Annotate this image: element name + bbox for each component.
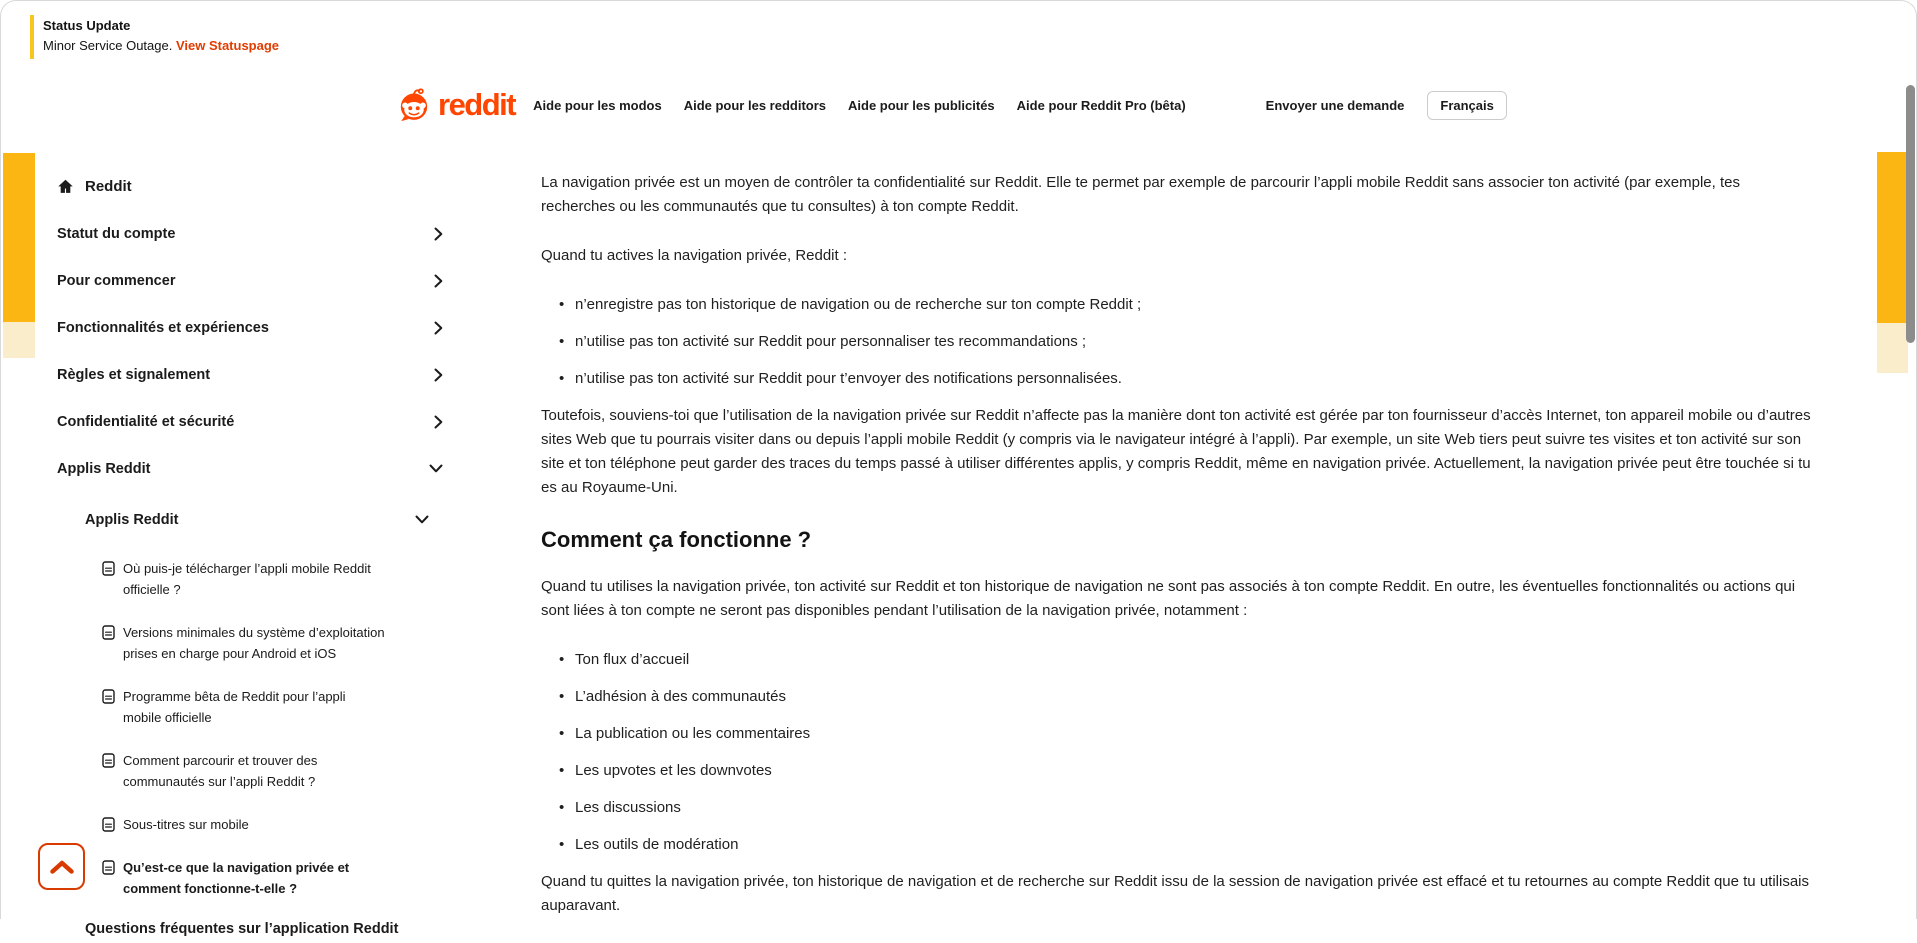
- left-accent-bar-light: [3, 322, 35, 358]
- nav-aide-reddit-pro[interactable]: Aide pour Reddit Pro (bêta): [1016, 97, 1186, 113]
- sidebar-article-label: Comment parcourir et trouver des communautés sur l’appli Reddit ?: [123, 753, 318, 789]
- sidebar-item-applis-reddit[interactable]: [57, 445, 443, 492]
- sidebar-nav: [57, 163, 443, 937]
- status-banner-message: [43, 36, 279, 56]
- sidebar-article-list: [57, 558, 443, 899]
- sidebar-item-label: Pour commencer: [57, 272, 176, 289]
- document-icon: [102, 561, 115, 576]
- bullet-item: • Les upvotes et les downvotes: [559, 759, 1818, 783]
- sidebar-item-label: Statut du compte: [57, 225, 176, 242]
- bullet-item: • Les outils de modération: [559, 833, 1818, 857]
- sidebar-article-label: Sous-titres sur mobile: [123, 817, 249, 832]
- bullet-item: • L’adhésion à des communautés: [559, 685, 1818, 709]
- scroll-to-top-button[interactable]: [38, 843, 85, 890]
- reddit-snoo-icon: [397, 88, 431, 122]
- bullet-list-2: [541, 648, 1818, 857]
- bullet-item: • Les discussions: [559, 796, 1818, 820]
- sidebar-article[interactable]: [102, 558, 387, 600]
- bullet-list-1: [541, 293, 1818, 391]
- sidebar-section-questions-frequentes[interactable]: Questions fréquentes sur l’application Reddit: [85, 921, 399, 937]
- document-icon: [102, 753, 115, 768]
- sidebar-article-label: Qu’est-ce que la navigation privée et comment fonctionne-t-elle ?: [123, 860, 350, 896]
- sidebar-article-label: Où puis-je télécharger l’appli mobile Reddit officielle ?: [123, 561, 371, 597]
- reddit-wordmark: reddit: [438, 87, 516, 122]
- home-icon: [57, 178, 74, 195]
- paragraph-intro-2: Quand tu actives la navigation privée, Reddit :: [541, 247, 848, 264]
- bullet-item: • Ton flux d’accueil: [559, 648, 1818, 672]
- chevron-up-icon: [49, 859, 75, 875]
- language-button[interactable]: Français: [1427, 91, 1506, 120]
- chevron-right-icon: [434, 321, 443, 335]
- sidebar-article[interactable]: [102, 622, 387, 664]
- bullet-item: • n’enregistre pas ton historique de navigation ou de recherche sur ton compte Reddit ;: [559, 293, 1818, 317]
- sidebar-item-label: Fonctionnalités et expériences: [57, 319, 269, 336]
- chevron-right-icon: [434, 415, 443, 429]
- sidebar-item-fonctionnalites[interactable]: [57, 304, 443, 351]
- section-heading: Comment ça fonctionne ?: [541, 527, 812, 552]
- right-accent-bar-light: [1877, 323, 1908, 373]
- chevron-right-icon: [434, 274, 443, 288]
- sidebar-article[interactable]: [102, 686, 387, 728]
- sidebar-article[interactable]: [102, 814, 387, 835]
- header: [397, 85, 1507, 125]
- sidebar-item-pour-commencer[interactable]: [57, 257, 443, 304]
- sidebar-item-label: Applis Reddit: [57, 460, 151, 477]
- sidebar-article-label: Versions minimales du système d’exploitation prises en charge pour Android et iOS: [123, 625, 385, 661]
- left-accent-bar: [3, 153, 35, 322]
- sidebar-item-confidentialite[interactable]: [57, 398, 443, 445]
- status-banner: [30, 15, 279, 59]
- status-banner-title: Status Update: [43, 18, 131, 33]
- document-icon: [102, 625, 115, 640]
- document-icon: [102, 860, 115, 875]
- sidebar-home-label: Reddit: [85, 178, 132, 195]
- article-content: [541, 171, 1818, 943]
- right-accent-bar: [1877, 152, 1908, 323]
- sidebar-article[interactable]: [102, 750, 387, 792]
- bullet-item: • n’utilise pas ton activité sur Reddit pour t’envoyer des notifications personnalisées.: [559, 367, 1818, 391]
- nav-aide-modos[interactable]: Aide pour les modos: [533, 97, 662, 113]
- bullet-item: • n’utilise pas ton activité sur Reddit pour personnaliser tes recommandations ;: [559, 330, 1818, 354]
- paragraph-toutefois: Toutefois, souviens-toi que l’utilisation de la navigation privée sur Reddit n’affecte pas la manière dont ton activité est gérée par ton fournisseur d’accès Internet, ton appareil mobile ou d’autres sites Web que tu pourrais visiter dans ou depuis l’appli mobile Reddit (y compris via le navigateur intégré à l’appli). Par exemple, un site Web tiers peut suivre tes visites et ton activité sur son site et ton téléphone peut garder des traces du temps passé à utiliser différentes applis, y compris Reddit, même en navigation privée. Actuellement, la navigation privée peut être touchée si tu es au Royaume-Uni.: [541, 407, 1811, 496]
- scrollbar-thumb[interactable]: [1906, 85, 1915, 343]
- sidebar-item-statut-du-compte[interactable]: [57, 210, 443, 257]
- chevron-down-icon: [415, 515, 429, 524]
- sidebar-home-link[interactable]: [57, 163, 443, 210]
- sidebar-article-label: Programme bêta de Reddit pour l’appli mobile officielle: [123, 689, 346, 725]
- nav-aide-redditors[interactable]: Aide pour les redditors: [683, 97, 827, 113]
- document-icon: [102, 817, 115, 832]
- sidebar-item-label: Règles et signalement: [57, 366, 211, 383]
- status-message-text: Minor Service Outage.: [43, 38, 176, 53]
- submit-request-link[interactable]: Envoyer une demande: [1265, 97, 1405, 113]
- paragraph-closing: Quand tu quittes la navigation privée, ton historique de navigation et de recherche sur Reddit issu de la session de navigation privée est effacé et tu retournes au compte Reddit que tu utilisais auparavant.: [541, 873, 1809, 914]
- sidebar-subsection-label: Applis Reddit: [85, 511, 179, 528]
- chevron-down-icon: [429, 464, 443, 473]
- bullet-item: • La publication ou les commentaires: [559, 722, 1818, 746]
- chevron-right-icon: [434, 368, 443, 382]
- document-icon: [102, 689, 115, 704]
- chevron-right-icon: [434, 227, 443, 241]
- reddit-logo[interactable]: [397, 87, 515, 123]
- paragraph-intro-1: La navigation privée est un moyen de contrôler ta confidentialité sur Reddit. Elle te permet par exemple de parcourir l’appli mobile Reddit sans associer ton activité (par exemple, tes recherches ou les communautés que tu consultes) à ton compte Reddit.: [541, 174, 1740, 215]
- sidebar-item-label: Confidentialité et sécurité: [57, 413, 235, 430]
- paragraph-section-1: Quand tu utilises la navigation privée, ton activité sur Reddit et ton historique de navigation ne sont pas associés à ton compte Reddit. En outre, les éventuelles fonctionnalités ou actions qui sont liées à ton compte ne seront pas disponibles pendant l’utilisation de la navigation privée, notamment :: [541, 578, 1796, 619]
- view-statuspage-link[interactable]: View Statuspage: [175, 38, 280, 53]
- sidebar-item-regles-signalement[interactable]: [57, 351, 443, 398]
- nav-aide-publicites[interactable]: Aide pour les publicités: [848, 97, 995, 113]
- sidebar-article-active[interactable]: [102, 857, 387, 899]
- sidebar-subsection-applis-reddit[interactable]: [57, 496, 443, 543]
